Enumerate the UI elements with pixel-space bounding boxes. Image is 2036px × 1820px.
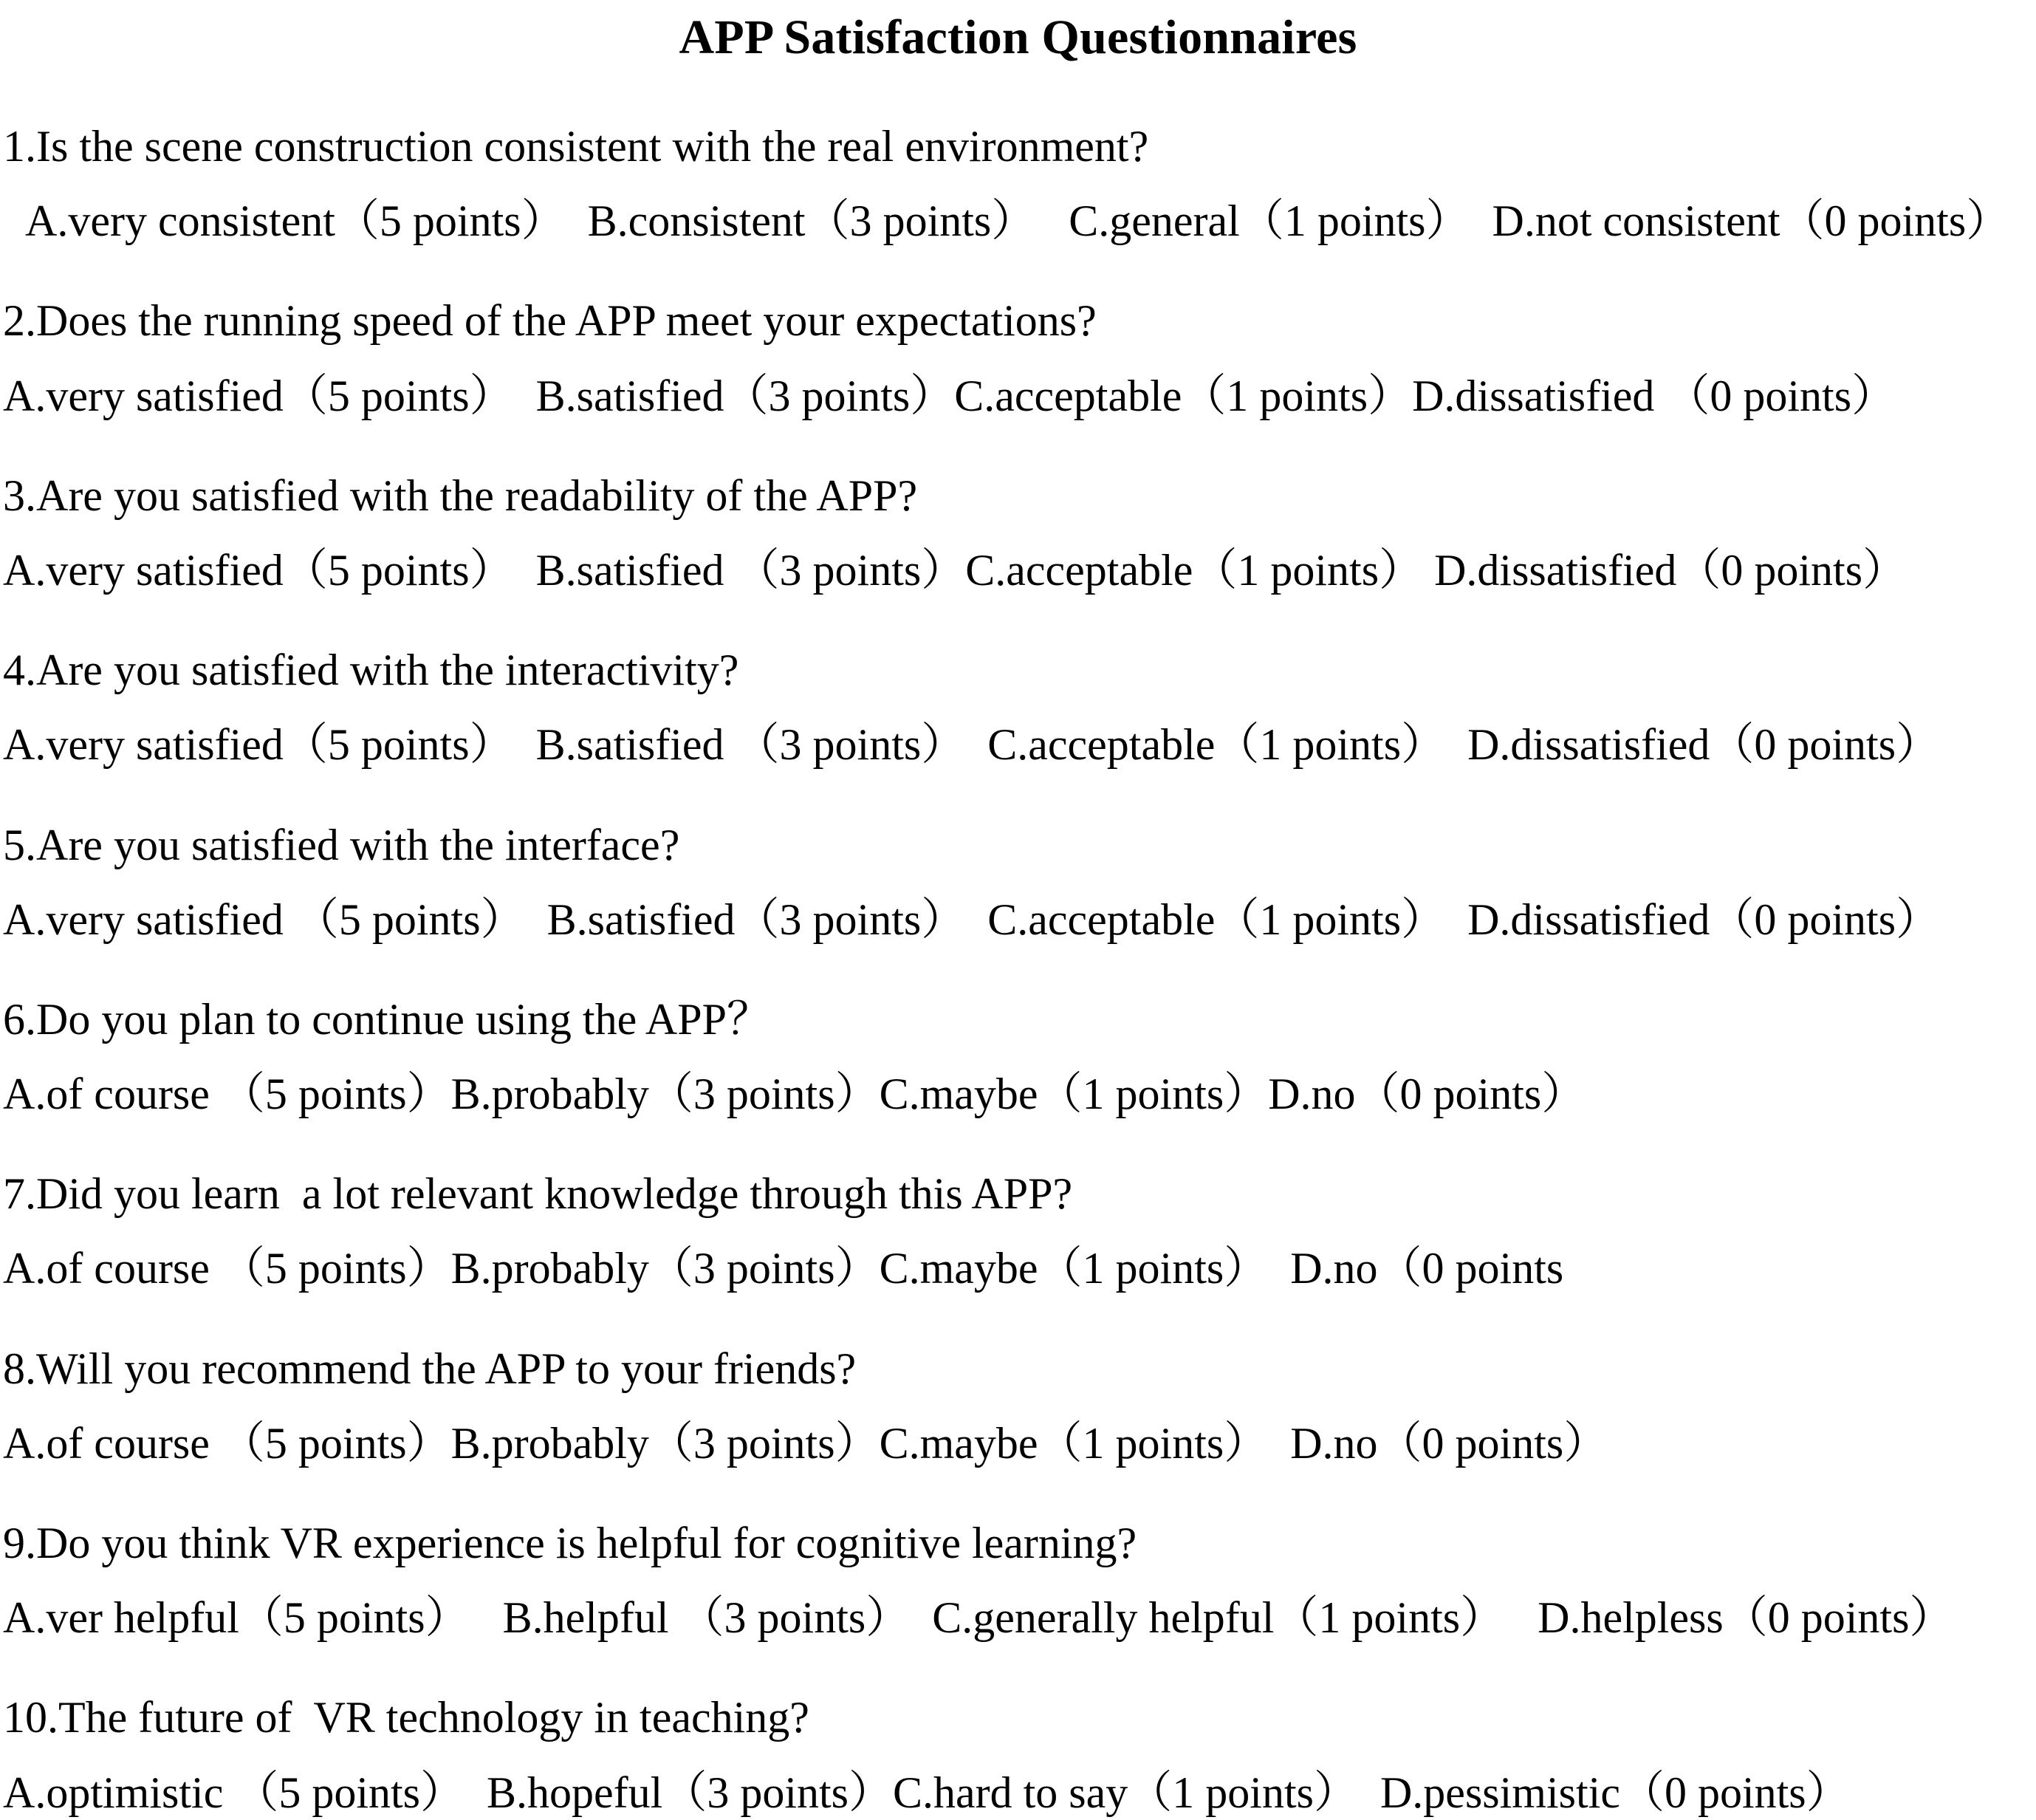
questionnaire-list	[3, 120, 2033, 1820]
question-options-4: A.very satisfied（5 points） B.satisfied （3 points） C.acceptable（1 points） D.dissatisfied（0 points）	[3, 720, 1941, 770]
question-options-5: A.very satisfied （5 points） B.satisfied（3 points） C.acceptable（1 points） D.dissatisfied（0 points）	[3, 894, 1941, 944]
question-text-1: 1.Is the scene construction consistent with the real environment?	[3, 122, 1149, 171]
question-block-4	[3, 643, 2033, 772]
question-text-9: 9.Do you think VR experience is helpful for cognitive learning?	[3, 1519, 1137, 1567]
question-options-7: A.of course （5 points）B.probably（3 points）C.maybe（1 points） D.no（0 points	[3, 1244, 1564, 1293]
question-text-3: 3.Are you satisfied with the readability of the APP?	[3, 471, 918, 520]
question-options-10: A.optimistic （5 points） B.hopeful（3 points）C.hard to say（1 points） D.pessimistic（0 points）	[3, 1768, 1851, 1817]
question-text-2: 2.Does the running speed of the APP meet your expectations?	[3, 296, 1097, 346]
question-block-10	[3, 1691, 2033, 1819]
question-block-7	[3, 1167, 2033, 1296]
question-options-3: A.very satisfied（5 points） B.satisfied （3 points）C.acceptable（1 points） D.dissatisfied（0 points）	[3, 545, 1908, 595]
question-text-4: 4.Are you satisfied with the interactivity?	[3, 646, 739, 695]
question-text-10: 10.The future of VR technology in teaching?	[3, 1693, 809, 1742]
question-text-6: 6.Do you plan to continue using the APP？	[3, 994, 771, 1044]
document-page	[0, 10, 2036, 1817]
question-block-3	[3, 469, 2033, 598]
question-options-9: A.ver helpful（5 points） B.helpful （3 points） C.generally helpful（1 points） D.helpless（0 points）	[3, 1593, 1954, 1643]
question-options-8: A.of course （5 points）B.probably（3 points）C.maybe（1 points） D.no（0 points）	[3, 1418, 1608, 1468]
question-options-2: A.very satisfied（5 points） B.satisfied（3 points）C.acceptable（1 points）D.dissatisfied （0 points）	[3, 371, 1896, 420]
question-block-2	[3, 294, 2033, 422]
question-block-6	[3, 993, 2033, 1121]
question-options-1: A.very consistent（5 points） B.consistent（3 points） C.general（1 points） D.not consistent（0 points）	[25, 196, 2011, 246]
question-text-8: 8.Will you recommend the APP to your friends?	[3, 1344, 857, 1393]
question-block-8	[3, 1342, 2033, 1471]
question-text-5: 5.Are you satisfied with the interface?	[3, 820, 680, 869]
page-title: APP Satisfaction Questionnaires	[679, 10, 1357, 64]
question-options-6: A.of course （5 points）B.probably（3 points）C.maybe（1 points）D.no（0 points）	[3, 1070, 1586, 1119]
question-block-1	[3, 120, 2033, 248]
question-text-7: 7.Did you learn a lot relevant knowledge through this APP?	[3, 1169, 1073, 1219]
question-block-9	[3, 1516, 2033, 1645]
question-block-5	[3, 818, 2033, 947]
